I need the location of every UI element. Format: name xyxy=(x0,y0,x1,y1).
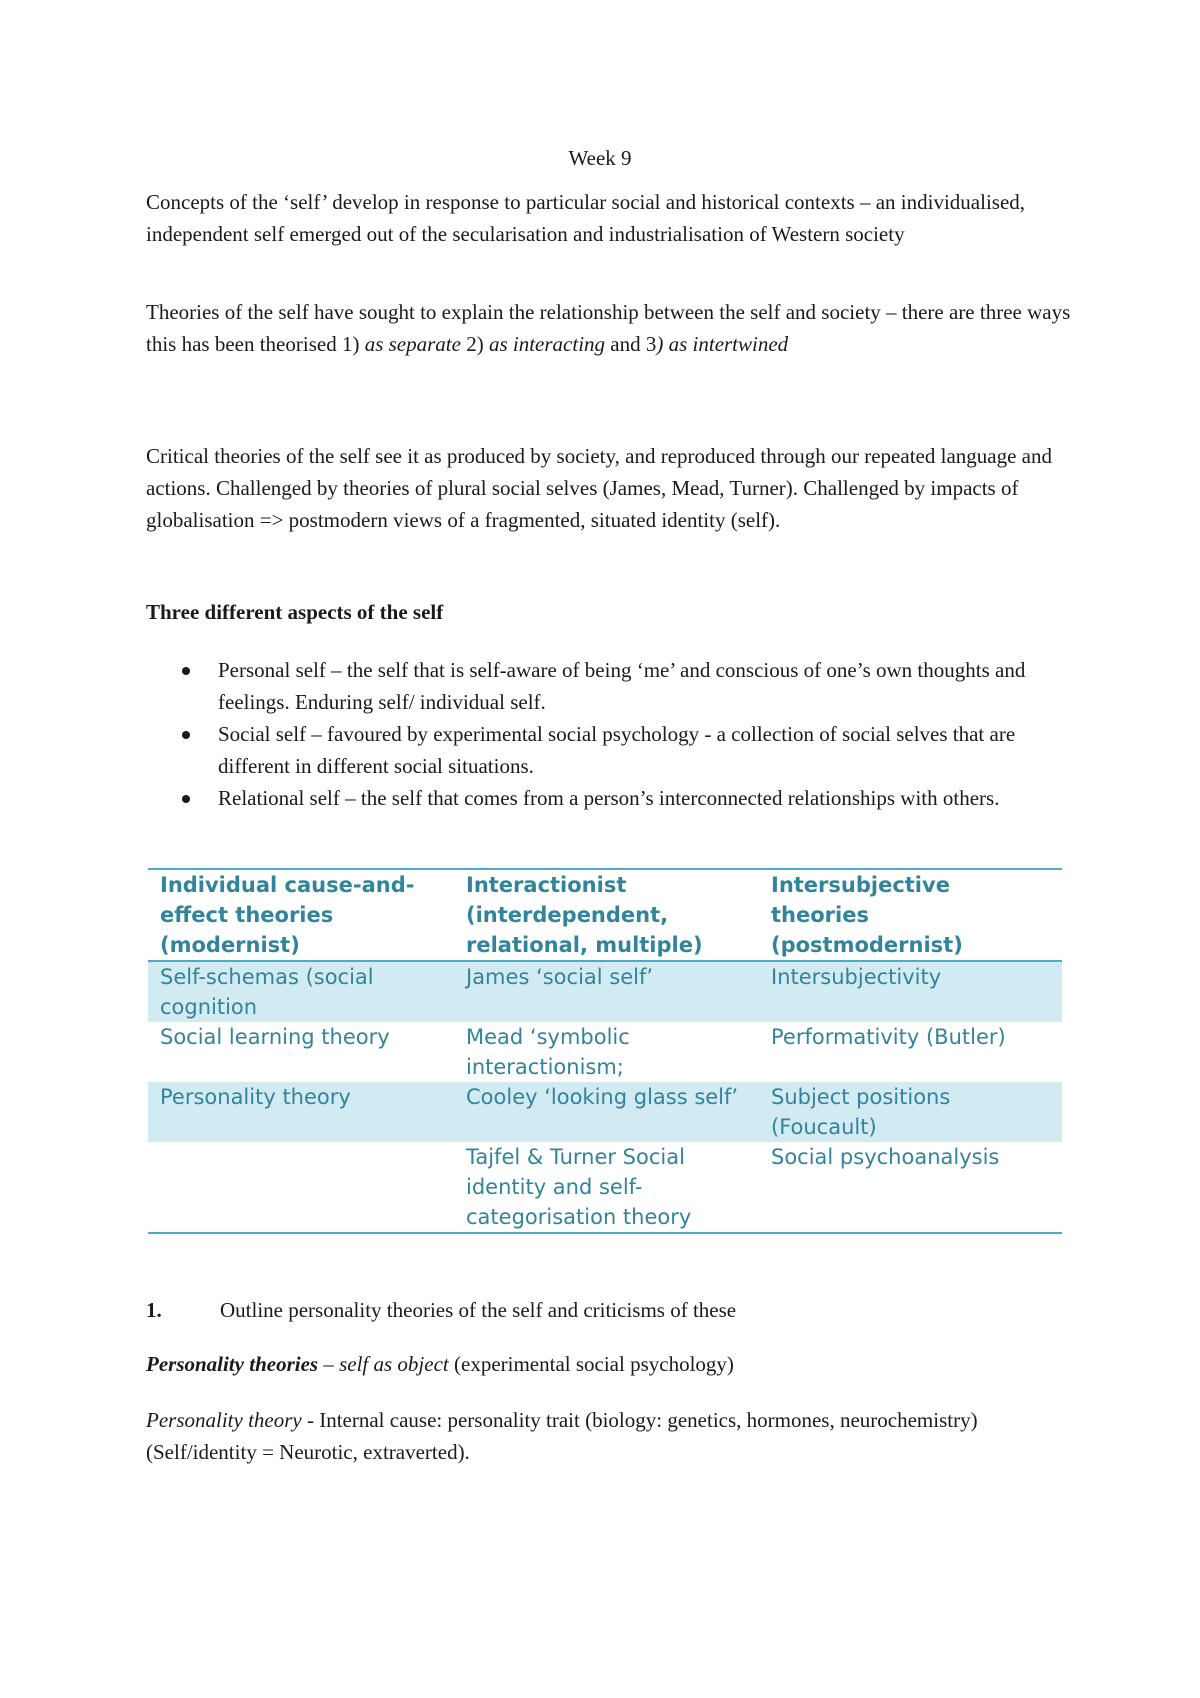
bullet-icon xyxy=(182,731,190,739)
table-cell: Personality theory xyxy=(148,1082,454,1142)
bullet-icon xyxy=(182,667,190,675)
as-intertwined-text: ) as intertwined xyxy=(656,332,789,356)
personality-theory-label: Personality theory xyxy=(146,1408,302,1432)
table-cell: Self-schemas (social cognition xyxy=(148,961,454,1022)
aspects-list xyxy=(146,654,1086,814)
aspect-relational-self: Relational self – the self that comes from a person’s interconnected relationships with others. xyxy=(218,786,1000,810)
intro-paragraph: Concepts of the ‘self’ develop in response to particular social and historical contexts – an individualised, independent self emerged out of the secularisation and industrialisation of Western society xyxy=(146,190,1026,246)
personality-theory-paragraph xyxy=(146,1404,1086,1468)
table-row xyxy=(148,1082,1062,1142)
table-cell xyxy=(148,1142,454,1233)
table-row xyxy=(148,1142,1062,1233)
table-cell: Intersubjectivity xyxy=(759,961,1062,1022)
table-header-row xyxy=(148,869,1062,961)
theories-table xyxy=(148,868,1062,1234)
table-header-cell: Intersubjective theories (postmodernist) xyxy=(759,869,1062,961)
as-separate-text: as separate xyxy=(364,332,461,356)
aspect-social-self: Social self – favoured by experimental social psychology - a collection of social selves that are different in different social situations. xyxy=(218,722,1016,778)
table-cell: Performativity (Butler) xyxy=(771,1025,1006,1049)
personality-heading-rest: (experimental social psychology) xyxy=(448,1352,734,1376)
list-item xyxy=(146,654,1086,718)
table-row xyxy=(148,1022,1062,1082)
table-header-cell: Individual cause-and-effect theories (modernist) xyxy=(148,869,454,961)
question-number: 1. xyxy=(146,1298,162,1322)
table-cell: Mead ‘symbolic interactionism; xyxy=(466,1025,630,1079)
table-cell: Subject positions (Foucault) xyxy=(759,1082,1062,1142)
aspects-heading: Three different aspects of the self xyxy=(146,600,444,624)
personality-heading xyxy=(146,1348,1086,1380)
theories-text-a: Theories of the self have sought to explain the relationship between the self and society – there are three ways this has been theorised 1) xyxy=(146,300,1071,356)
self-as-object-text: self as object xyxy=(339,1352,449,1376)
personality-theory-text: - Internal cause: personality trait (biology: genetics, hormones, neurochemistry) (Self/identity = Neurotic, extraverted). xyxy=(146,1408,978,1464)
page-title: Week 9 xyxy=(568,146,632,170)
table-row xyxy=(148,961,1062,1022)
table-cell: James ‘social self’ xyxy=(454,961,759,1022)
aspect-personal-self: Personal self – the self that is self-aware of being ‘me’ and conscious of one’s own thoughts and feelings. Enduring self/ individual self. xyxy=(218,658,1026,714)
table-cell: Social learning theory xyxy=(160,1025,390,1049)
bullet-icon xyxy=(182,795,190,803)
list-item xyxy=(146,718,1086,782)
personality-theories-label: Personality theories xyxy=(146,1352,319,1376)
table-cell: Tajfel & Turner Social identity and self-categorisation theory xyxy=(454,1142,759,1233)
question-text: Outline personality theories of the self and criticisms of these xyxy=(220,1298,737,1322)
theories-paragraph xyxy=(146,296,1086,360)
theories-text-e: and 3 xyxy=(605,332,657,356)
as-interacting-text: as interacting xyxy=(488,332,606,356)
table-cell: Social psychoanalysis xyxy=(759,1142,1062,1233)
list-item xyxy=(146,782,1086,814)
critical-theories-paragraph: Critical theories of the self see it as produced by society, and reproduced through our repeated language and actions. Challenged by theories of plural social selves (James, Mead, Turner). Challenged by impacts of globalisation => postmodern views of a fragmented, situated identity (self). xyxy=(146,444,1052,532)
personality-dash: – xyxy=(318,1352,340,1376)
theories-text-c: 2) xyxy=(460,332,489,356)
table-cell: Cooley ‘looking glass self’ xyxy=(454,1082,759,1142)
table-header-cell: Interactionist (interdependent, relational, multiple) xyxy=(454,869,759,961)
